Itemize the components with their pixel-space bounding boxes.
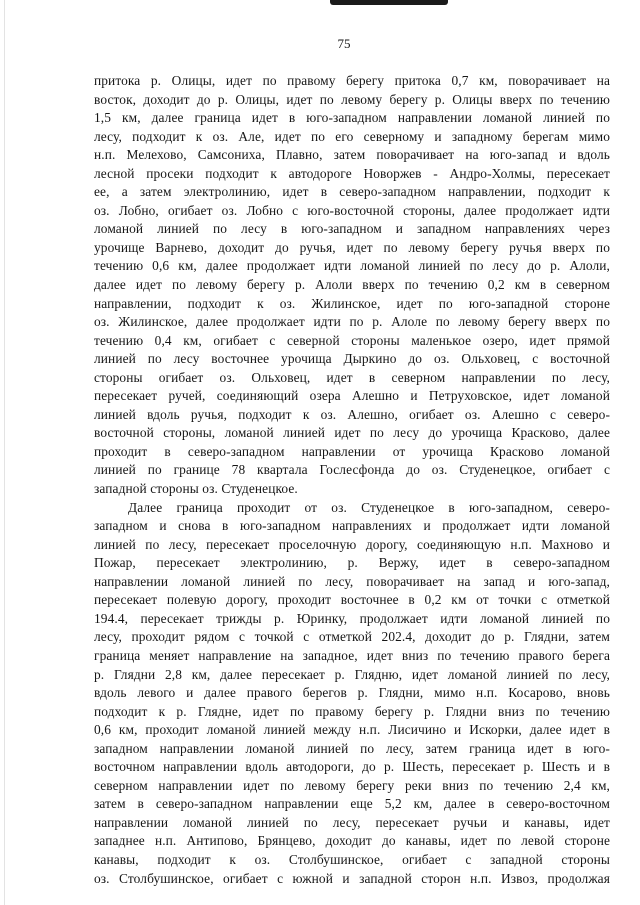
text-line: пересекает полевую дорогу, проходит восточнее в 0,2 км от точки с отметкой <box>94 592 610 608</box>
text-line: пересекает ручей, соединяющий озера Алешно и Петруховское, идет ломаной <box>94 388 610 404</box>
text-line: линией вдоль ручья, подходит к оз. Алешно, огибает оз. Алешно с северо- <box>94 406 610 422</box>
text-line: лесу, проходит рядом с точкой с отметкой 202.4, доходит до р. Глядни, затем <box>94 629 610 645</box>
text-line: подходит к р. Глядне, идет по правому берегу р. Глядни вниз по течению <box>94 703 610 719</box>
text-line: оз. Жилинское, далее продолжает идти по р. Алоле по левому берегу вверх по <box>94 314 610 330</box>
page-number: 75 <box>337 36 351 51</box>
scan-left-edge <box>4 0 5 905</box>
text-line: р. Глядни 2,8 км, далее пересекает р. Глядню, идет ломаной линией по лесу, <box>94 666 610 682</box>
text-line: линией по лесу восточнее урочища Дыркино до оз. Ольховец, с восточной <box>94 351 610 367</box>
text-line: направлении ломаной линией по лесу, поворачивает на запад и юго-запад, <box>94 573 610 589</box>
text-line: направлении, подходит к оз. Жилинское, идет по юго-западной стороне <box>94 295 610 311</box>
text-line: западном направлении ломаной линией по лесу, затем граница идет в юго- <box>94 740 610 756</box>
text-line: течению 0,6 км, далее продолжает идти ломаной линией по лесу до р. Алоли, <box>94 258 610 274</box>
text-line: направлении ломаной линией по лесу, пересекает ручьи и канавы, идет <box>94 814 610 830</box>
text-line: восток, доходит до р. Олицы, идет по левому берегу р. Олицы вверх по течению <box>94 91 610 107</box>
text-line: проходит в северо-западном направлении от урочища Красково ломаной <box>94 443 610 459</box>
text-line: 194.4, пересекает трижды р. Юринку, продолжает идти ломаной линией по <box>94 610 610 626</box>
text-line: затем в северо-западном направлении еще 5,2 км, далее в северо-восточном <box>94 796 610 812</box>
text-line: западном и снова в юго-западном направлениях и продолжает идти ломаной <box>94 518 610 534</box>
paragraph-first-line: Далее граница проходит от оз. Студенецкое в юго-западном, северо- <box>128 499 610 515</box>
text-line: западной стороны оз. Студенецкое. <box>94 481 298 497</box>
text-line: линией по лесу, пересекает проселочную дорогу, соединяющую н.п. Махново и <box>94 536 610 552</box>
text-line: восточной стороны, ломаной линией идет по лесу до урочища Красково, далее <box>94 425 610 441</box>
text-line: стороны огибает оз. Ольховец, идет в северном направлении по лесу, <box>94 369 610 385</box>
text-line: Пожар, пересекает электролинию, р. Вержу, идет в северо-западном <box>94 555 610 571</box>
document-body <box>94 72 610 888</box>
text-line: притока р. Олицы, идет по правому берегу притока 0,7 км, поворачивает на <box>94 73 610 88</box>
text-line: вдоль левого и далее правого берегов р. Глядни, мимо н.п. Косарово, вновь <box>94 685 610 701</box>
text-line: канавы, подходит к оз. Столбушинское, огибает с западной стороны <box>94 851 610 867</box>
text-line: течению 0,4 км, огибает с северной стороны маленькое озеро, идет прямой <box>94 332 610 348</box>
text-line: восточном направлении вдоль автодороги, до р. Шесть, пересекает р. Шесть и в <box>94 759 610 775</box>
text-line: н.п. Мелехово, Самсониха, Плавно, затем поворачивает на юго-запад и вдоль <box>94 147 610 163</box>
text-line: урочище Варнево, доходит до ручья, идет по левому берегу ручья вверх по <box>94 239 610 255</box>
text-line: граница меняет направление на западное, идет вниз по течению правого берега <box>94 647 610 663</box>
text-line: ломаной линией по лесу в юго-западном и западном направлениях через <box>94 221 610 237</box>
text-line: далее идет по левому берегу р. Алоли вверх по течению 0,2 км в северном <box>94 277 610 293</box>
text-line: 0,6 км, проходит ломаной линией между н.п. Лисичино и Искорки, далее идет в <box>94 722 610 738</box>
text-line: северном направлении идет по левому берегу реки вниз по течению 2,4 км, <box>94 777 610 793</box>
text-line: 1,5 км, далее граница идет в юго-западном направлении ломаной линией по <box>94 110 610 126</box>
text-line: западнее н.п. Антипово, Брянцево, доходит до канавы, идет по левой стороне <box>94 833 610 849</box>
scan-edge-mark <box>330 0 448 5</box>
text-line: ее, а затем электролинию, идет в северо-западном направлении, подходит к <box>94 184 610 200</box>
text-line: лесу, подходит к оз. Але, идет по его северному и западному берегам мимо <box>94 128 610 144</box>
text-line: линией по границе 78 квартала Гослесфонда до оз. Студенецкое, огибает с <box>94 462 610 478</box>
text-line: лесной просеки подходит к автодороге Новоржев - Андро-Холмы, пересекает <box>94 165 610 181</box>
text-line: оз. Столбушинское, огибает с южной и западной сторон н.п. Извоз, продолжая <box>94 870 610 886</box>
text-line: оз. Лобно, огибает оз. Лобно с юго-восточной стороны, далее продолжает идти <box>94 202 610 218</box>
